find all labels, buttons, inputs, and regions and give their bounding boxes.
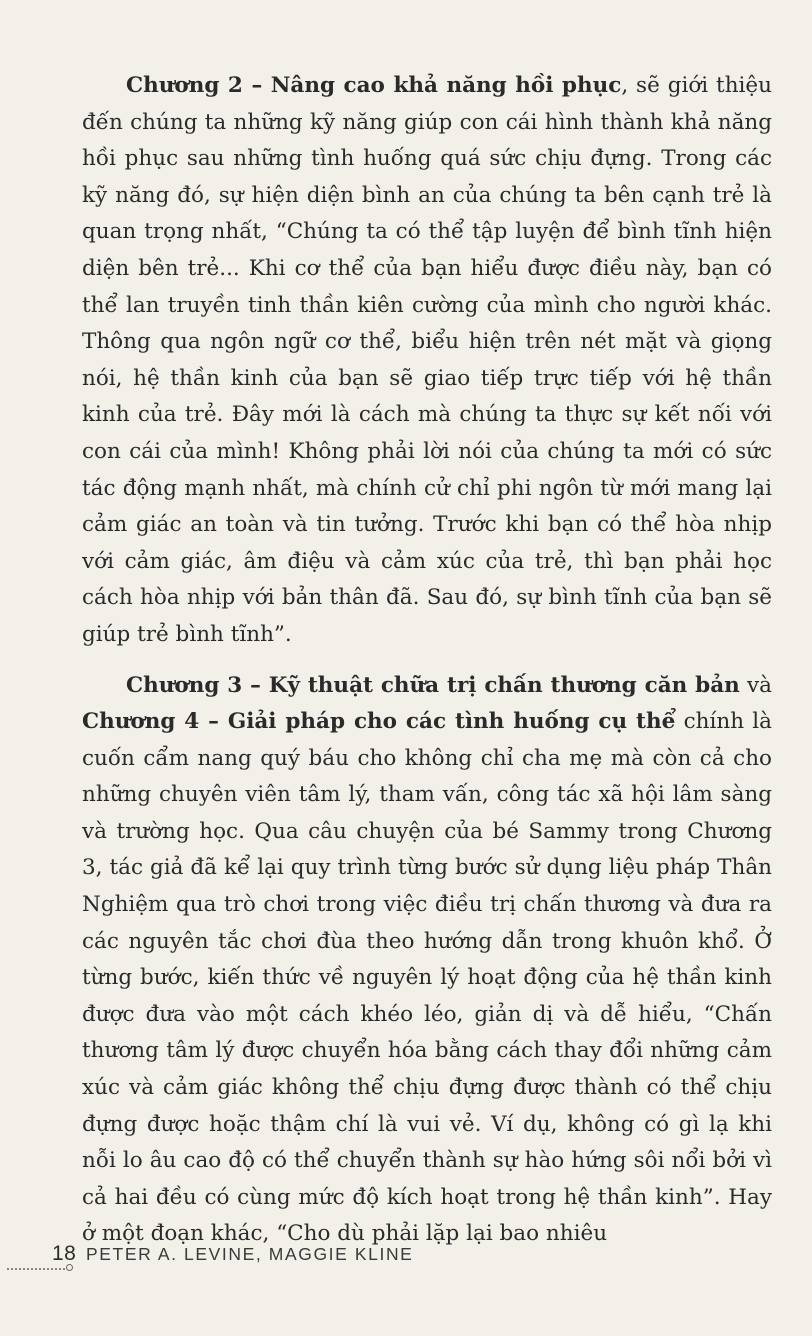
chapter-3-heading: Chương 3 – Kỹ thuật chữa trị chấn thương căn bản bbox=[126, 672, 740, 698]
page-footer bbox=[0, 1236, 812, 1296]
paragraph-1-text: , sẽ giới thiệu đến chúng ta những kỹ năng giúp con cái hình thành khả năng hồi phục sau những tình huống quá sức chịu đựng. Trong các kỹ năng đó, sự hiện diện bình an của chúng ta bên cạnh trẻ là quan trọng nhất, “Chúng ta có thể tập luyện để bình tĩnh hiện diện bên trẻ... Khi cơ thể của bạn hiểu được điều này, bạn có thể lan truyền tinh thần kiên cường của mình cho người khác. Thông qua ngôn ngữ cơ thể, biểu hiện trên nét mặt và giọng nói, hệ thần kinh của bạn sẽ giao tiếp trực tiếp với hệ thần kinh của trẻ. Đây mới là cách mà chúng ta thực sự kết nối với con cái của mình! Không phải lời nói của chúng ta mới có sức tác động mạnh nhất, mà chính cử chỉ phi ngôn từ mới mang lại cảm giác an toàn và tin tưởng. Trước khi bạn có thể hòa nhịp với cảm giác, âm điệu và cảm xúc của trẻ, thì bạn phải học cách hòa nhịp với bản thân đã. Sau đó, sự bình tĩnh của bạn sẽ giúp trẻ bình tĩnh”. bbox=[82, 73, 772, 647]
circle-ornament-icon bbox=[66, 1264, 73, 1271]
chapter-4-heading: Chương 4 – Giải pháp cho các tình huống cụ thể bbox=[82, 709, 676, 735]
page-number: 18 bbox=[52, 1242, 77, 1265]
heading-joiner: và bbox=[739, 672, 772, 698]
paragraph-chapter-3-4 bbox=[82, 668, 772, 1254]
running-head-authors: PETER A. LEVINE, MAGGIE KLINE bbox=[86, 1244, 414, 1264]
chapter-2-heading: Chương 2 – Nâng cao khả năng hồi phục bbox=[126, 73, 622, 98]
paragraph-chapter-2 bbox=[82, 68, 772, 654]
paragraph-2-text: chính là cuốn cẩm nang quý báu cho không chỉ cha mẹ mà còn cả cho những chuyên viên tâm lý, tham vấn, công tác xã hội lâm sàng và trường học. Qua câu chuyện của bé Sammy trong Chương 3, tác giả đã kể lại quy trình từng bước sử dụng liệu pháp Thân Nghiệm qua trò chơi trong việc điều trị chấn thương và đưa ra các nguyên tắc chơi đùa theo hướng dẫn trong khuôn khổ. Ở từng bước, kiến thức về nguyên lý hoạt động của hệ thần kinh được đưa vào một cách khéo léo, giản dị và dễ hiểu, “Chấn thương tâm lý được chuyển hóa bằng cách thay đổi những cảm xúc và cảm giác không thể chịu đựng được thành có thể chịu đựng được hoặc thậm chí là vui vẻ. Ví dụ, không có gì lạ khi nỗi lo âu cao độ có thể chuyển thành sự hào hứng sôi nổi bởi vì cả hai đều có cùng mức độ kích hoạt trong hệ thần kinh”. Hay ở một đoạn khác, “Cho dù phải lặp lại bao nhiêu bbox=[82, 709, 773, 1247]
body-text bbox=[82, 68, 772, 1253]
dotted-rule-ornament bbox=[6, 1268, 66, 1270]
